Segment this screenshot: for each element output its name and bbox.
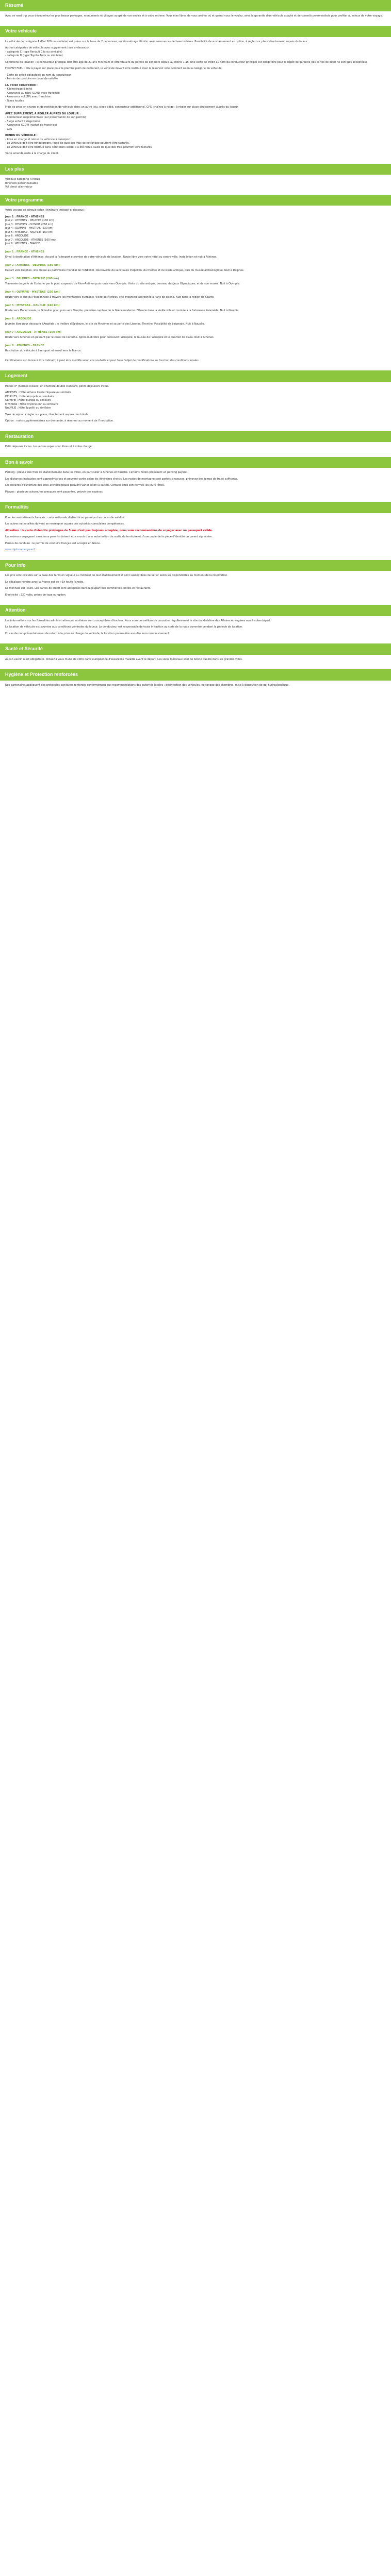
paragraph: Permis de conduire : le permis de conduire français est accepté en Grèce. [5,541,101,545]
programme-intro: Votre voyage se déroule selon l'itinéraire indicatif ci-dessous : [5,209,86,212]
day-description: Restitution du véhicule à l'aéroport et envol vers la France. [5,349,82,352]
paragraph: Conditions de location : le conducteur principal doit être âgé de 21 ans minimum et être titulaire du permis de conduire depuis au moins 1 an. Une carte de crédit au nom du conducteur principal est obligatoire pour le dépôt de garantie (les cartes de débit ne sont pas acceptées). [5,60,368,64]
paragraph: Les mineurs voyageant sans leurs parents doivent être munis d'une autorisation de sortie de territoire et d'une copie de la pièce d'identité du parent signataire. [5,535,213,538]
section-logement [0,370,391,431]
day-heading: Jour 8 : ATHÈNES - FRANCE [5,344,44,347]
day-description: Route vers Athènes en passant par le canal de Corinthe. Après-midi libre pour découvrir l'Acropole, le musée de l'Acropole et le quartier de Plaka. Nuit à Athènes. [5,336,215,339]
warning-text: Attention : la carte d'identité prolongée de 5 ans n'est pas toujours acceptée, nous vous recommandons de voyager avec un passeport valide. [5,529,213,532]
day-description: Journée libre pour découvrir l'Argolide : le théâtre d'Épidaure, le site de Mycènes et sa porte des Lionnes, Tirynthe. Possibilité de baignade. Nuit à Nauplie. [5,323,205,326]
day-title: Jour 6 : ARGOLIDE [5,234,29,238]
day-title: Jour 5 : MYSTRAS - NAUPLIE (160 km) [5,230,54,234]
section-title: Restauration [0,431,391,443]
day-title: Jour 4 : OLYMPIE - MYSTRAS (230 km) [5,227,54,230]
paragraph: Pour les ressortissants français : carte nationale d'identité ou passeport en cours de validité. [5,516,125,519]
paragraph: FORFAIT FUEL : Prix à payer sur place pour le premier plein de carburant, le véhicule devant être restitué avec le réservoir vide. Montant selon la catégorie du véhicule. [5,67,223,70]
section-title: Hygiène et Protection renforcées [0,669,391,681]
day-heading: Jour 3 : DELPHES - OLYMPIE (260 km) [5,277,59,280]
section-title: Pour info [0,560,391,571]
section-resume [0,0,391,26]
diplomatie-link[interactable]: www.diplomatie.gouv.fr [5,548,36,551]
list-item: Vol direct aller-retour [5,185,32,189]
hotel-item: MYSTRAS : Hôtel Mystras Inn ou similaire [5,402,58,406]
list-item: - Carte de crédit obligatoire au nom du conducteur [5,73,71,77]
section-title: Résumé [0,0,391,11]
paragraph: Taxe de séjour à régler sur place, directement auprès des hôtels. [5,413,89,416]
paragraph: Les distances indiquées sont approximatives et peuvent varier selon les itinéraires choisis. Les routes de montagne sont parfois sinueuses, prévoyez des temps de trajet suffisants. [5,477,238,481]
hotel-item: NAUPLIE : Hôtel Ippoliti ou similaire [5,406,51,410]
paragraph: Toute amende reste à la charge du client. [5,152,59,155]
section-restauration [0,431,391,457]
paragraph: Frais de prise en charge et de restitution de véhicule dans un autre lieu, siège bébé, conducteur additionnel, GPS, chaînes à neige : à régler sur place directement auprès du loueur. [5,106,239,109]
list-item: - Permis de conduire en cours de validité [5,77,58,80]
paragraph: Aucun vaccin n'est obligatoire. Pensez à vous munir de votre carte européenne d'assurance maladie avant le départ. Les soins médicaux sont de bonne qualité dans les grandes villes. [5,657,243,661]
paragraph: Le décalage horaire avec la France est de +1h toute l'année. [5,580,84,584]
day-description: Route vers Monemvasia, le Gibraltar grec, puis vers Nauplie, première capitale de la Grèce moderne. Flânerie dans la vieille ville et montée à la forteresse Palamède. Nuit à Nauplie. [5,309,239,312]
paragraph: Les horaires d'ouverture des sites archéologiques peuvent varier selon la saison. Certains sites sont fermés les jours fériés. [5,484,165,487]
day-title: Jour 8 : ATHÈNES - FRANCE [5,242,40,245]
subheading: AVEC SUPPLÉMENT, À RÉGLER AUPRÈS DU LOUEUR : [5,112,81,115]
paragraph: Parking : prévoir des frais de stationnement dans les villes, en particulier à Athènes et Nauplie. Certains hôtels proposent un parking payant. [5,471,188,474]
day-description: Route vers le sud du Péloponnèse à travers les montagnes d'Arcadie. Visite de Mystras, cité byzantine accrochée à flanc de colline. Nuit dans la région de Sparte. [5,296,215,299]
list-item: - Assurance SCDW (rachat de franchise) [5,124,57,127]
paragraph: Les prix sont calculés sur la base des tarifs en vigueur au moment de leur établissement et sont susceptibles de varier selon les disponibilités au moment de la réservation. [5,574,229,577]
day-description: Traversée du golfe de Corinthe par le pont suspendu de Rion-Antirion puis route vers Olympie. Visite du site antique, berceau des Jeux Olympiques, et de son musée. Nuit à Olympie. [5,282,240,285]
paragraph: Hôtels 3* (normes locales) en chambre double standard, petits déjeuners inclus. [5,384,109,388]
section-title: Votre programme [0,195,391,206]
day-heading: Jour 6 : ARGOLIDE [5,317,31,320]
paragraph: En cas de non-présentation ou de retard à la prise en charge du véhicule, la location pourra être annulée sans remboursement. [5,632,170,635]
day-description: Départ vers Delphes, site classé au patrimoine mondial de l'UNESCO. Découverte du sanctuaire d'Apollon, du théâtre et du stade antique, puis du musée archéologique. Nuit à Delphes. [5,269,245,272]
programme-note: Cet itinéraire est donné à titre indicatif, il peut être modifié selon vos souhaits et peut faire l'objet de modifications en fonction des conditions locales. [5,359,200,362]
list-item: - catégorie D (type Toyota Auris ou similaire) [5,54,63,57]
day-description: Envol à destination d'Athènes. Accueil à l'aéroport et remise de votre véhicule de location. Route libre vers votre hôtel au centre-ville. Installation et nuit à Athènes. [5,256,218,259]
section-hygiene [0,669,391,695]
day-heading: Jour 5 : MYSTRAS - NAUPLIE (160 km) [5,303,60,307]
subheading: RENDU DU VÉHICULE : [5,134,38,137]
paragraph: Le véhicule de catégorie A (Fiat 500 ou similaire) est prévu sur la base de 2 personnes, en kilométrage illimité, avec assurances de base incluses. Possibilité de surclassement en option, à régler sur place directement auprès du loueur. [5,40,308,43]
paragraph: La location de véhicule est soumise aux conditions générales du loueur. Le conducteur est responsable de toute infraction au code de la route commise pendant la période de location. [5,625,243,629]
list-item: - Le véhicule doit être rendu propre, faute de quoi des frais de nettoyage pourront être facturés. [5,142,130,145]
section-vehicle [0,26,391,164]
section-formalites [0,502,391,560]
day-title: Jour 3 : DELPHES - OLYMPIE (260 km) [5,223,53,226]
section-title: Logement [0,370,391,382]
section-les-plus [0,164,391,195]
section-bon-a-savoir [0,457,391,502]
travel-offer-page [0,0,391,695]
day-heading: Jour 7 : ARGOLIDE - ATHÈNES (160 km) [5,330,61,334]
section-title: Votre véhicule [0,26,391,37]
section-title: Bon à savoir [0,457,391,468]
paragraph: Nos partenaires appliquent des protocoles sanitaires renforcés conformément aux recommandations des autorités locales : désinfection des véhicules, nettoyage des chambres, mise à disposition de gel hydroalcoolique. [5,683,289,687]
paragraph: Électricité : 220 volts, prises de type européen. [5,593,67,597]
paragraph: La monnaie est l'euro. Les cartes de crédit sont acceptées dans la plupart des commerces, hôtels et restaurants. [5,587,152,590]
day-heading: Jour 4 : OLYMPIE - MYSTRAS (230 km) [5,290,60,294]
day-title: Jour 2 : ATHÈNES - DELPHES (180 km) [5,219,54,222]
subheading: LA PRISE COMPREND : [5,83,38,87]
section-title: Les plus [0,164,391,175]
day-title: Jour 1 : FRANCE - ATHÈNES [5,215,44,218]
section-attention [0,605,391,643]
day-heading: Jour 1 : FRANCE - ATHÈNES [5,250,44,253]
day-title: Jour 7 : ARGOLIDE - ATHÈNES (160 km) [5,238,56,242]
hotel-item: ATHÈNES : Hôtel Athens Center Square ou similaire [5,391,72,394]
list-item: - GPS [5,127,12,131]
section-title: Formalités [0,502,391,513]
day-heading: Jour 2 : ATHÈNES - DELPHES (180 km) [5,263,60,267]
resume-text: Avec ce road trip vous découvrirez les plus beaux paysages, monuments et villages au gré de vos envies et à votre rythme. Vous êtes libres de vous arrêter où et quand vous le voulez, avec la garantie d'un véhicule adapté et de conseils personnalisés pour profiter au mieux de votre voyage. [5,14,383,18]
list-item: Itinéraire personnalisable [5,181,38,185]
list-item: - Le véhicule doit être restitué dans l'état dans lequel il a été remis, faute de quoi des frais pourront être facturés. [5,145,153,149]
list-item: - Prise en charge et retour du véhicule à l'aéroport. [5,138,72,141]
paragraph: Les informations sur les formalités administratives et sanitaires sont susceptibles d'évoluer. Nous vous conseillons de consulter régulièrement le site du Ministère des Affaires étrangères avant votre départ. [5,619,271,622]
section-programme [0,195,391,371]
section-sante [0,643,391,669]
paragraph: Option : nuits supplémentaires sur demande, à réserver au moment de l'inscription. [5,419,114,422]
list-item: Véhicule catégorie A inclus [5,178,40,181]
section-title: Attention [0,605,391,616]
hotel-item: DELPHES : Hôtel Acropole ou similaire [5,395,54,398]
paragraph: Petit déjeuner inclus. Les autres repas sont libres et à votre charge. [5,445,93,448]
list-item: - catégorie C (type Renault Clio ou similaire) [5,50,62,54]
paragraph: Autres catégories de véhicule avec supplément (voir ci-dessous) : [5,46,91,49]
list-item: - Kilométrage illimité [5,88,32,91]
hotel-item: OLYMPIE : Hôtel Europa ou similaire [5,399,51,402]
paragraph: Les autres nationalités doivent se renseigner auprès des autorités consulaires compétentes. [5,522,125,526]
section-pour-info [0,560,391,605]
list-item: - Taxes locales [5,99,24,103]
paragraph: Péages : plusieurs autoroutes grecques sont payantes, prévoir des espèces. [5,490,104,494]
list-item: - Conducteur supplémentaire (sur présentation de son permis) [5,116,86,119]
list-item: - Siège enfant / siège bébé [5,120,40,123]
section-title: Santé et Sécurité [0,643,391,655]
list-item: - Assurance au tiers (CDW) avec franchise [5,91,60,95]
list-item: - Assurance vol (TP) avec franchise [5,95,51,98]
